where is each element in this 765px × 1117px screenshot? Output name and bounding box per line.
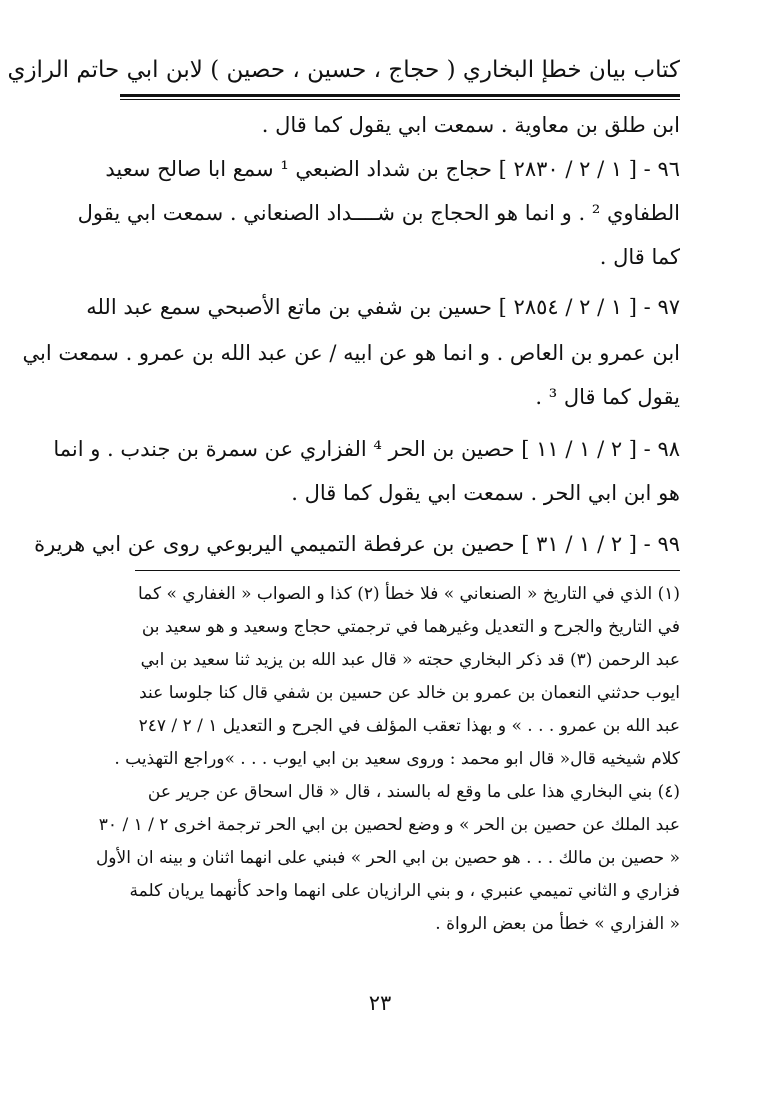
body-line: ابن عمرو بن العاص . و انما هو عن ابيه / عن عبد الله بن عمرو . سمعت ابي: [22, 341, 680, 365]
footnote-line: فزاري و الثاني تميمي عنبري ، و بني الرازيان على انهما واحد كأنهما يريان كلمة: [129, 881, 680, 901]
body-line: هو ابن ابي الحر . سمعت ابي يقول كما قال .: [291, 481, 680, 505]
footnote-line: كلام شيخيه قال« قال ابو محمد : وروى سعيد بن ابي ايوب . . . »وراجع التهذيب .: [114, 749, 680, 769]
footnote-line: « حصين بن مالك . . . هو حصين بن ابي الحر » فبني على انهما اثنان و بينه ان الأول: [95, 848, 680, 868]
footnote-line: (١) الذي في التاريخ « الصنعاني » فلا خطأ (٢) كذا و الصواب « الغفاري » كما: [137, 584, 680, 604]
footnote-rule: [135, 570, 680, 571]
footnote-line: ايوب حدثني النعمان بن عمرو بن خالد عن حسين بن شفي قال كنا جلوسا عند: [139, 683, 680, 703]
entry-99-line: ٩٩ - [ ٢ / ١ / ٣١ ] حصين بن عرفطة التميمي اليربوعي روى عن ابي هريرة: [34, 532, 680, 556]
page-number: ٢٣: [368, 991, 392, 1015]
footnote-line: في التاريخ والجرح و التعديل وغيرهما في ترجمتي حجاج وسعيد و هو سعيد بن: [141, 617, 680, 637]
body-line: يقول كما قال ³ .: [535, 385, 680, 409]
entry-96-line: ٩٦ - [ ١ / ٢ / ٢٨٣٠ ] حجاج بن شداد الضبعي ¹ سمع ابا صالح سعيد: [105, 157, 680, 181]
footnote-line: « الفزاري » خطأ من بعض الرواة .: [435, 914, 680, 934]
body-line: الطفاوي ² . و انما هو الحجاج بن شــــداد الصنعاني . سمعت ابي يقول: [77, 201, 680, 225]
header-rule-thick: [120, 94, 680, 97]
footnote-line: عبد الرحمن (٣) قد ذكر البخاري حجته « قال عبد الله بن يزيد ثنا سعيد بن ابي: [140, 650, 680, 670]
header-rule-thin: [120, 99, 680, 100]
entry-98-line: ٩٨ - [ ٢ / ١ / ١١ ] حصين بن الحر ⁴ الفزاري عن سمرة بن جندب . و انما: [53, 437, 680, 461]
entry-97-line: ٩٧ - [ ١ / ٢ / ٢٨٥٤ ] حسين بن شفي بن ماتع الأصبحي سمع عبد الله: [86, 295, 680, 319]
body-line: كما قال .: [599, 245, 680, 269]
footnote-line: (٤) بني البخاري هذا على ما وقع له بالسند ، قال « قال اسحاق عن جرير عن: [147, 782, 680, 802]
running-header: كتاب بيان خطإ البخاري ( حجاج ، حسين ، حصين ) لابن ابي حاتم الرازي: [7, 57, 680, 83]
body-line: ابن طلق بن معاوية . سمعت ابي يقول كما قال .: [261, 113, 680, 137]
footnote-line: عبد الملك عن حصين بن الحر » و وضع لحصين بن ابي الحر ترجمة اخرى ٢ / ١ / ٣٠: [98, 815, 680, 835]
footnote-line: عبد الله بن عمرو . . . » و بهذا تعقب المؤلف في الجرح و التعديل ١ / ٢ / ٢٤٧: [138, 716, 680, 736]
